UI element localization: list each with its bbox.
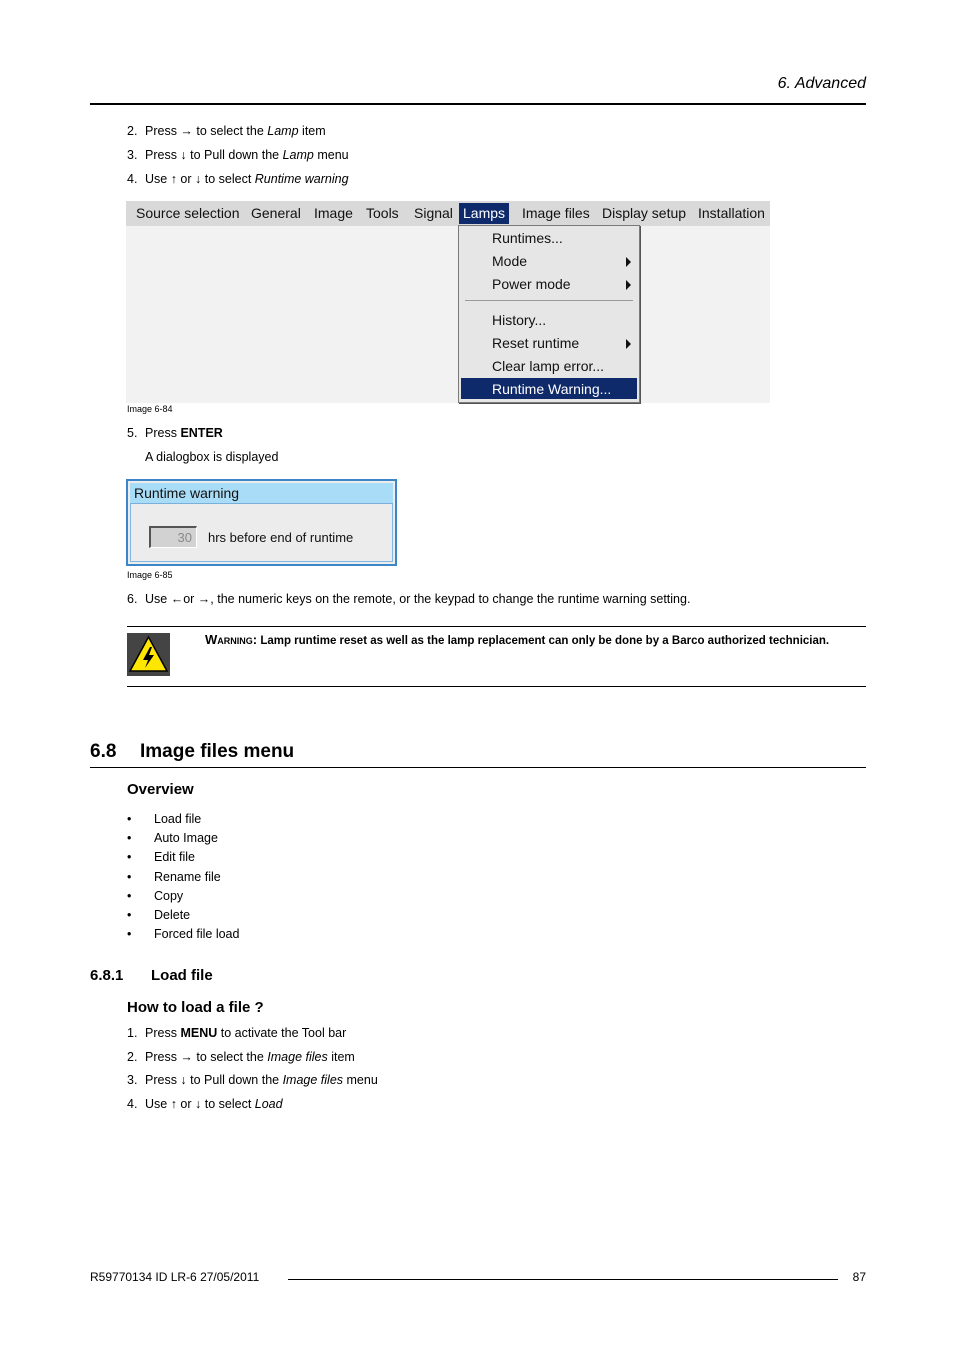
image-caption: Image 6-84: [127, 404, 173, 414]
running-header: 6. Advanced: [777, 75, 866, 92]
header-rule: [90, 103, 866, 105]
step-item: 4. Use ↑ or ↓ to select Load: [127, 1097, 283, 1111]
runtime-warning-dialog: [126, 479, 397, 566]
step-note: A dialogbox is displayed: [145, 450, 279, 464]
menu-installation[interactable]: Installation: [698, 205, 765, 221]
howto-heading: How to load a file ?: [127, 999, 264, 1016]
step-item: 2. Press → to select the Lamp item: [127, 124, 326, 138]
dropdown-item-runtime-warning[interactable]: Runtime Warning...: [492, 381, 612, 397]
dropdown-item-reset-runtime[interactable]: Reset runtime: [492, 335, 580, 351]
warning-top-rule: [127, 626, 866, 627]
menu-general[interactable]: General: [251, 205, 301, 221]
dropdown-item-mode[interactable]: Mode: [492, 253, 528, 269]
overview-heading: Overview: [127, 781, 194, 798]
dialog-title: Runtime warning: [130, 483, 393, 504]
runtime-warning-input[interactable]: 30: [149, 526, 197, 548]
menu-image-files[interactable]: Image files: [522, 205, 590, 221]
section-rule: [90, 767, 866, 768]
step-item: 3. Press ↓ to Pull down the Lamp menu: [127, 148, 349, 162]
footer-document-id: R59770134 ID LR-6 27/05/2011: [90, 1270, 260, 1284]
page-number: 87: [852, 1270, 866, 1284]
warning-text: Warning: Lamp runtime reset as well as the lamp replacement can only be done by a Barco authorized technician.: [205, 632, 830, 647]
step-item: 4. Use ↑ or ↓ to select Runtime warning: [127, 172, 349, 186]
step-item: 2. Press → to select the Image files item: [127, 1050, 355, 1064]
submenu-arrow-icon: [626, 280, 631, 290]
dropdown-item-runtimes[interactable]: Runtimes...: [492, 230, 563, 246]
list-item: • Copy: [127, 889, 184, 903]
warning-high-voltage-icon: [127, 633, 170, 676]
image-caption: Image 6-85: [127, 570, 173, 580]
step-item: 1. Press MENU to activate the Tool bar: [127, 1026, 347, 1040]
step-item: 5. Press ENTER: [127, 426, 223, 440]
menu-source-selection[interactable]: Source selection: [136, 205, 240, 221]
menu-lamps[interactable]: Lamps: [459, 203, 509, 224]
dropdown-item-clear-lamp-error[interactable]: Clear lamp error...: [492, 358, 605, 374]
list-item: • Delete: [127, 908, 191, 922]
step-item: 3. Press ↓ to Pull down the Image files menu: [127, 1073, 378, 1087]
menu-separator: [465, 300, 633, 301]
section-heading: 6.8 Image files menu: [90, 741, 295, 762]
list-item: • Load file: [127, 812, 202, 826]
submenu-arrow-icon: [626, 339, 631, 349]
list-item: • Edit file: [127, 850, 195, 864]
submenu-arrow-icon: [626, 257, 631, 267]
menu-bar: [126, 201, 770, 226]
list-item: • Forced file load: [127, 927, 240, 941]
menu-tools[interactable]: Tools: [366, 205, 399, 221]
dropdown-item-power-mode[interactable]: Power mode: [492, 276, 571, 292]
subsection-heading: 6.8.1 Load file: [90, 967, 213, 984]
menu-screenshot: [126, 201, 770, 403]
warning-bottom-rule: [127, 686, 866, 687]
menu-signal[interactable]: Signal: [414, 205, 453, 221]
dialog-field-label: hrs before end of runtime: [208, 530, 354, 545]
dropdown-item-history[interactable]: History...: [492, 312, 547, 328]
menu-image[interactable]: Image: [314, 205, 353, 221]
menu-display-setup[interactable]: Display setup: [602, 205, 687, 221]
lamps-dropdown: [458, 225, 640, 403]
list-item: • Auto Image: [127, 831, 218, 845]
footer-rule: [288, 1279, 838, 1280]
list-item: • Rename file: [127, 870, 221, 884]
step-item: 6. Use ←or →, the numeric keys on the remote, or the keypad to change the runtime warning setting.: [127, 592, 691, 606]
